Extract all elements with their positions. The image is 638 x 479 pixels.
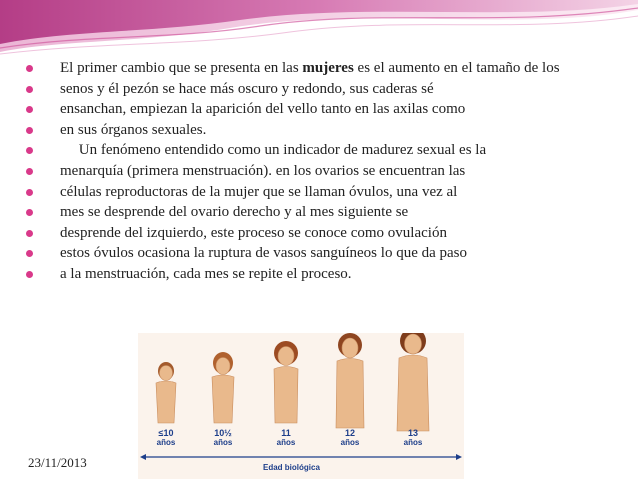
bullet-item bbox=[22, 223, 582, 244]
figure-age-10 bbox=[156, 362, 176, 423]
slide-date: 23/11/2013 bbox=[28, 455, 87, 470]
bullet-item bbox=[22, 120, 582, 141]
figures-graphic bbox=[138, 333, 464, 479]
header-wave-decoration bbox=[0, 0, 638, 60]
bullet-item bbox=[22, 264, 582, 285]
bullet-item bbox=[22, 140, 582, 161]
bullet-icon bbox=[26, 168, 33, 175]
bullet-item bbox=[22, 79, 582, 100]
age-label: ≤10 años bbox=[156, 428, 176, 447]
bullet-item bbox=[22, 202, 582, 223]
bullet-item bbox=[22, 99, 582, 120]
bullet-text: Un fenómeno entendido como un indicador de madurez sexual es la bbox=[60, 142, 487, 159]
bullet-text: en sus órganos sexuales. bbox=[60, 121, 207, 138]
bullet-icon bbox=[26, 86, 33, 93]
bullet-item bbox=[22, 161, 582, 182]
age-label: 10½ años bbox=[213, 428, 233, 447]
axis-arrow-right bbox=[456, 454, 462, 460]
bullet-text: es el aumento en el tamaño de los bbox=[353, 60, 560, 76]
age-label: 13 años bbox=[403, 428, 423, 447]
age-label: 11 años bbox=[276, 428, 296, 447]
figure-age-13 bbox=[397, 333, 429, 431]
bullet-icon bbox=[26, 230, 33, 237]
bullet-icon bbox=[26, 106, 33, 113]
axis-arrow-left bbox=[140, 454, 146, 460]
bullet-text: mes se desprende del ovario derecho y al mes siguiente se bbox=[60, 204, 409, 221]
bullet-icon bbox=[26, 189, 33, 196]
bullet-bold-text: mujeres bbox=[302, 60, 354, 76]
wave-graphic bbox=[0, 0, 638, 60]
bullet-text: senos y él pezón se hace más oscuro y redondo, sus caderas sé bbox=[60, 80, 434, 97]
figure-age-10-half bbox=[212, 352, 234, 423]
age-label: 12 años bbox=[340, 428, 360, 447]
bullet-text: menarquía (primera menstruación). en los ovarios se encuentran las bbox=[60, 162, 466, 179]
axis-label: Edad biológica bbox=[263, 463, 320, 472]
bullet-icon bbox=[26, 127, 33, 134]
bullet-text: estos óvulos ocasiona la ruptura de vasos sanguíneos lo que da paso bbox=[60, 245, 467, 262]
bullet-item bbox=[22, 243, 582, 264]
bullet-text: células reproductoras de la mujer que se llaman óvulos, una vez al bbox=[60, 183, 458, 200]
figure-age-12 bbox=[336, 333, 364, 428]
bullet-text: El primer cambio que se presenta en las bbox=[60, 60, 303, 76]
bullet-text: desprende del izquierdo, este proceso se conoce como ovulación bbox=[60, 224, 447, 241]
bullet-icon bbox=[26, 147, 33, 154]
bullet-icon bbox=[26, 271, 33, 278]
bullet-icon bbox=[26, 250, 33, 257]
bullet-icon bbox=[26, 65, 33, 72]
bullet-text: ensanchan, empiezan la aparición del vello tanto en las axilas como bbox=[60, 101, 466, 118]
bullet-item bbox=[22, 58, 582, 79]
puberty-stages-illustration bbox=[138, 333, 464, 479]
bullet-list bbox=[22, 58, 582, 285]
figure-age-11 bbox=[274, 341, 298, 423]
bullet-icon bbox=[26, 209, 33, 216]
bullet-text: a la menstruación, cada mes se repite el proceso. bbox=[60, 265, 352, 282]
bullet-item bbox=[22, 182, 582, 203]
